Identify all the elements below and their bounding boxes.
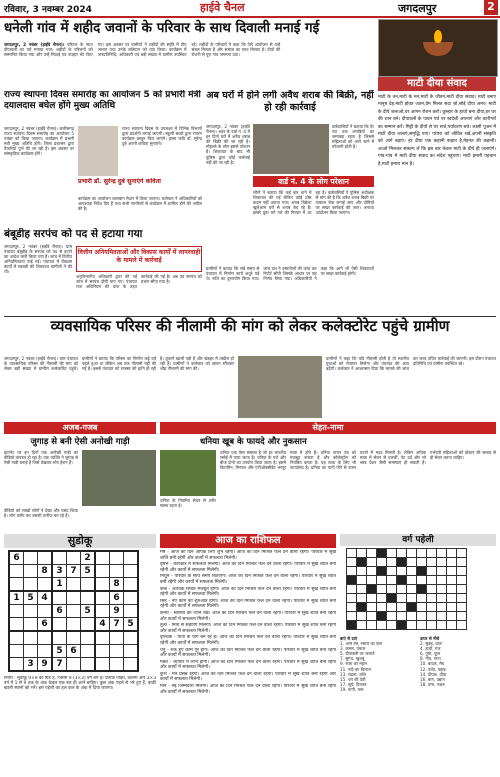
crossword-cell — [377, 594, 387, 603]
crossword-cell — [377, 567, 387, 576]
crossword-cell — [407, 621, 417, 630]
sudoku-cell: 5 — [52, 645, 67, 658]
crossword-cell — [437, 603, 447, 612]
auction-body-b: ग्रामीणों ने कहा कि यदि नीलामी होती है तो स्थानीय युवाओं को रोजगार मिलेगा और पंचायत की आय बढ़ेगी। कलेक्टर ने आश्वासन दिया कि मामले की जांच कर जल्द उचित कार्रवाई की जाएगी। इस दौरान पंचायत प्रतिनिधि एवं ग्रामीण उपस्थित रहे। — [326, 356, 496, 372]
crossword-cell — [457, 621, 467, 630]
sudoku-cell: 8 — [110, 578, 124, 592]
story2-body-c: कार्यक्रम का आयोजन लालबाग मैदान में किया जाएगा। कलेक्टर ने अधिकारियों को आवश्यक निर्देश दिए हैं तथा सभी नागरिकों से कार्यक्रम में शामिल होने की अपील की है। — [78, 196, 202, 212]
crossword-cell — [397, 621, 407, 630]
sudoku-cell — [38, 578, 53, 592]
sudoku-cell: 7 — [52, 658, 67, 672]
crossword-cell — [457, 603, 467, 612]
crossword-cell — [447, 603, 457, 612]
crossword-cell — [377, 549, 387, 558]
sudoku-cell — [95, 645, 110, 658]
crossword-cell — [427, 612, 437, 621]
auction-photo — [238, 356, 322, 418]
crossword-cell — [427, 585, 437, 594]
sudoku-cell — [124, 658, 139, 672]
sudoku-cell — [124, 605, 139, 618]
crossword-cell — [447, 558, 457, 567]
crossword-cell — [357, 603, 367, 612]
story4 — [206, 90, 374, 122]
ajab-body-b: वीडियो को लाखों लोगों ने देखा और पसंद किया है। लोग कमेंट कर उसकी तारीफ कर रहे हैं। — [4, 508, 78, 519]
crossword-cell — [387, 621, 397, 630]
sudoku-cell: 3 — [52, 565, 67, 578]
sudoku-cell: 5 — [24, 591, 38, 605]
ajab-headline: जुगाड़ से बनी ऐसी अनोखी गाड़ी — [30, 437, 130, 447]
crossword-cell — [387, 585, 397, 594]
sudoku-cell — [67, 578, 81, 592]
coriander-photo — [160, 450, 216, 496]
crossword-cell — [407, 576, 417, 585]
sudoku-grid — [8, 550, 156, 672]
diya-box — [378, 19, 498, 77]
rashifal-item: मेष - आज का दिन आपके लिए शुभ रहेगा। आज का दिन मिश्रित फल देने वाला रहेगा। परिवार में सुख शांति बनी रहेगी और कार्यों में सफलता मिलेगी। — [160, 550, 336, 561]
crossword-cell — [387, 576, 397, 585]
sudoku-cell — [67, 631, 81, 645]
crossword-cell — [447, 585, 457, 594]
crossword-cell — [347, 567, 357, 576]
sudoku-cell: 9 — [110, 605, 124, 618]
story2 — [4, 90, 202, 124]
sudoku-cell: 5 — [81, 605, 96, 618]
health-body: धनिया एक ऐसा मसाला है जो हर भारतीय रसोई में पाया जाता है। धनिया के पत्ते और बीज दोनों का उपयोग किया जाता है। इसमें विटामिन, मिनरल और एंटीऑक्सीडेंट भरपूर मात्रा में होते हैं। धनिया पाचन तंत्र को मजबूत बनाता है और कोलेस्ट्रॉल को नियंत्रित करता है। यह त्वचा के लिए भी फायदेमंद है। धनिया का पानी पीने से वजन घटाने में मदद मिलती है। लेकिन अधिक मात्रा में सेवन से एलर्जी, पेट दर्द और लो ब्लड प्रेशर जैसी समस्याएं हो सकती हैं। गर्भवती महिलाओं को डॉक्टर की सलाह से ही सेवन करना चाहिए। — [220, 450, 496, 471]
story3-body-c: ग्रामीणों ने बताया कि लंबे समय से पंचायत में निर्माण कार्य अधूरे पड़े थे। राशि का दुरुपयोग किया गया। जांच दल ने दस्तावेजों की जांच कर रिपोर्ट सौंपी जिसके आधार पर यह निर्णय लिया गया। अधिकारियों ने कहा कि आगे भी ऐसी शिकायतों पर सख्त कार्रवाई होगी। — [206, 266, 374, 282]
sudoku-cell — [95, 551, 110, 565]
crossword-cell — [397, 576, 407, 585]
sudoku-cell — [124, 631, 139, 645]
story3-body-a: जगदलपुर, 2 नवंबर (हाईवे चैनल)। ग्राम पंचायत बंबूडीह के सरपंच को पद से हटाने का आदेश जारी किया गया है। जांच में वित्तीय अनियमितताएं पाई गईं। पंचायत में विकास कार्यों में गड़बड़ी की शिकायत ग्रामीणों ने की थी। — [4, 244, 72, 275]
story4-body-a: जगदलपुर, 2 नवंबर (हाईवे चैनल)। शहर के वार्ड नं. 4 में इन दिनों घरों में अवैध शराब की बिक्री की जा रही है। मोहल्ले के लोग इससे परेशान हैं। शिकायत के बाद भी पुलिस द्वारा कोई कार्रवाई नहीं की जा रही है। — [206, 124, 250, 165]
crossword-cell — [367, 567, 377, 576]
crossword-cell — [377, 585, 387, 594]
sudoku-cell — [110, 631, 124, 645]
story3-headline: बंबूडीह सरपंच को पद से हटाया गया — [4, 228, 143, 240]
masthead — [0, 0, 500, 18]
crossword-title: वर्ग पहेली — [340, 534, 496, 546]
page-number: 2 — [484, 0, 498, 15]
crossword-cell — [397, 603, 407, 612]
sudoku-cell: 9 — [38, 658, 53, 672]
rashifal-item: धनु - रुके हुए काम पूरे होंगे। आज का दिन मिश्रित फल देने वाला रहेगा। परिवार में सुख शांति बनी रहेगी और कार्यों में सफलता मिलेगी। — [160, 647, 336, 659]
rashifal-item: वृषभ - कार्यक्षेत्र में सफलता मिलेगी। आज का दिन मिश्रित फल देने वाला रहेगा। परिवार में सुख शांति बनी रहेगी और कार्यों में सफलता मिलेगी। — [160, 562, 336, 573]
story2-headline: राज्य स्थापना दिवस समारोह का आयोजन 5 को प्रभारी मंत्री दयालदास बघेल होंगे मुख्य अतिथि — [4, 90, 201, 111]
lead-body: जगदलपुर, 2 नवंबर (हाईवे चैनल)। परिवार के साथ दीपावली का पर्व मनाया गया। शहीदों के परिजनों को सम्मानित किया गया और उन्हें मिठाई एवं उपहार भेंट किए गए। इस अवसर पर ग्रामीणों ने शहीदों की स्मृति में दीप जलाए तथा उनके बलिदान को याद किया। कार्यक्रम में जनप्रतिनिधि, अधिकारी एवं बड़ी संख्या में ग्रामीण उपस्थित रहे। शहीदों के परिवारों ने कहा कि ऐसे आयोजन से उन्हें संबल मिलता है और समाज का साथ मिलता है। दीपों की रोशनी से पूरा गांव जगमगा उठा। — [4, 42, 281, 58]
crossword-cell — [457, 549, 467, 558]
crossword-cell — [367, 603, 377, 612]
crossword-cell — [427, 558, 437, 567]
sudoku-cell — [110, 645, 124, 658]
crossword-table — [346, 548, 467, 630]
ajab-body-a: इंटरनेट पर इन दिनों एक अनोखी गाड़ी का वीडियो वायरल हो रहा है। एक व्यक्ति ने जुगाड़ से ऐसी गाड़ी बनाई है जिसे देखकर लोग हैरान हैं। — [4, 450, 78, 466]
crossword-cell — [417, 576, 427, 585]
crossword-cell — [387, 612, 397, 621]
crossword-cell — [417, 603, 427, 612]
sudoku-cell — [52, 551, 67, 565]
crossword-cell — [407, 594, 417, 603]
crossword-cell — [427, 576, 437, 585]
crossword-cell — [427, 603, 437, 612]
crossword-cell — [447, 567, 457, 576]
sudoku-cell — [24, 551, 38, 565]
crossword-cell — [457, 594, 467, 603]
sudoku-cell — [24, 605, 38, 618]
crossword-cell — [457, 558, 467, 567]
sudoku-cell — [124, 565, 139, 578]
sudoku-cell — [95, 658, 110, 672]
sudoku-cell — [81, 645, 96, 658]
sudoku-cell — [95, 605, 110, 618]
crossword-cell — [407, 567, 417, 576]
sudoku-cell: 5 — [81, 565, 96, 578]
crossword-cell — [437, 585, 447, 594]
health-body-b: धनिया के नियमित सेवन से शरीर स्वस्थ रहता है। — [160, 498, 216, 509]
sudoku-cell — [9, 645, 24, 658]
sudoku-cell — [110, 565, 124, 578]
liquor-photo — [253, 124, 329, 174]
sudoku-cell — [9, 631, 24, 645]
sudoku-cell — [52, 631, 67, 645]
sudoku-cell: 8 — [38, 565, 53, 578]
story3-pull: वित्तीय अनियमितताओं और विकास कार्यों में लापरवाही के मामले में कार्रवाई — [76, 246, 202, 272]
sudoku-cell: 6 — [9, 551, 24, 565]
health-section: सेहत-नामा — [160, 422, 496, 434]
flame-icon — [434, 30, 442, 43]
sudoku-cell: 6 — [67, 645, 81, 658]
crossword-cell — [347, 603, 357, 612]
rashifal-item: मिथुन - परिवार के साथ समय बिताएंगे। आज का दिन मिश्रित फल देने वाला रहेगा। परिवार में सुख शांति बनी रहेगी और कार्यों में सफलता मिलेगी। — [160, 574, 336, 585]
crossword-cell — [387, 558, 397, 567]
crossword-cell — [347, 585, 357, 594]
rashifal-item: कर्क - आर्थिक स्थिति मजबूत होगी। आज का दिन मिश्रित फल देने वाला रहेगा। परिवार में सुख शांति बनी रहेगी और कार्यों में सफलता मिलेगी। — [160, 586, 336, 598]
crossword-cell — [437, 594, 447, 603]
rashifal-item: तुला - मित्रों से सहयोग मिलेगा। आज का दिन मिश्रित फल देने वाला रहेगा। परिवार में सुख शांति बनी रहेगी और कार्यों में सफलता मिलेगी। — [160, 623, 336, 634]
crossword-cell — [397, 558, 407, 567]
crossword-cell — [417, 558, 427, 567]
sudoku-cell — [9, 658, 24, 672]
sudoku-cell — [67, 591, 81, 605]
sudoku-cell — [52, 591, 67, 605]
rashifal-item: कन्या - स्वास्थ्य का ध्यान रखें। आज का दिन मिश्रित फल देने वाला रहेगा। परिवार में सुख शांति बनी रहेगी और कार्यों में सफलता मिलेगी। — [160, 610, 336, 622]
sudoku-cell: 3 — [24, 658, 38, 672]
auction-story — [4, 316, 496, 355]
sudoku-cell — [110, 551, 124, 565]
crossword-cell — [377, 576, 387, 585]
sudoku-cell — [124, 551, 139, 565]
crossword-cell — [407, 603, 417, 612]
crossword-cell — [427, 567, 437, 576]
crossword-cell — [447, 594, 457, 603]
crossword-cell — [347, 576, 357, 585]
crossword-cell — [377, 621, 387, 630]
rashifal-item: मकर - व्यापार में लाभ होगा। आज का दिन मिश्रित फल देने वाला रहेगा। परिवार में सुख शांति बनी रहेगी और कार्यों में सफलता मिलेगी। — [160, 659, 336, 671]
crossword-cell — [377, 558, 387, 567]
sudoku-cell — [38, 645, 53, 658]
crossword-cell — [437, 567, 447, 576]
sudoku-cell: 5 — [124, 618, 139, 632]
ajab-photo — [82, 450, 156, 506]
crossword-cell — [397, 549, 407, 558]
crossword-cell — [347, 612, 357, 621]
sudoku-cell: 4 — [95, 618, 110, 632]
crossword-cell — [417, 585, 427, 594]
story4-body-b: वार्डवासियों ने बताया कि देर रात तक शराबियों का जमावड़ा रहता है जिससे महिलाओं को आने जाने में परेशानी होती है। — [332, 124, 374, 150]
sudoku-cell — [81, 578, 96, 592]
crossword-cell — [367, 576, 377, 585]
ajab-section: अजब-गजब — [4, 422, 156, 434]
crossword-cell — [407, 549, 417, 558]
crossword-cell — [417, 594, 427, 603]
crossword-cell — [437, 558, 447, 567]
sudoku-table — [8, 550, 139, 672]
crossword-cell — [417, 612, 427, 621]
sudoku-cell — [67, 551, 81, 565]
story4-headline: अब घरों में होने लगी अवैध शराब की बिक्री, नहीं हो रही कार्रवाई — [206, 90, 374, 113]
rashifal-item: कुंभ - मन प्रसन्न रहेगा। आज का दिन मिश्रित फल देने वाला रहेगा। परिवार में सुख शांति बनी रहेगी और कार्यों में सफलता मिलेगी। — [160, 671, 336, 683]
sudoku-cell — [81, 658, 96, 672]
sudoku-cell — [52, 618, 67, 632]
sudoku-cell — [24, 631, 38, 645]
sudoku-cell — [95, 578, 110, 592]
rashifal-item: मीन - नई जिम्मेदारी मिलेगी। आज का दिन मिश्रित फल देने वाला रहेगा। परिवार में सुख शांति बनी रहेगी और कार्यों में सफलता मिलेगी। — [160, 684, 336, 695]
sudoku-cell — [95, 591, 110, 605]
sudoku-cell — [38, 631, 53, 645]
crossword-cell — [347, 549, 357, 558]
auction-body-a: जगदलपुर, 2 नवंबर (हाईवे चैनल)। ग्राम पंचायत के व्यवसायिक परिसर की नीलामी की मांग को लेकर बड़ी संख्या में ग्रामीण कलेक्टोरेट पहुंचे। ग्रामीणों ने बताया कि परिसर का निर्माण कई वर्ष पहले हुआ था लेकिन अब तक नीलामी नहीं की गई है। इससे पंचायत को राजस्व की हानि हो रही है। दुकानें खाली पड़ी हैं और खंडहर में तब्दील हो रही हैं। ग्रामीणों ने कलेक्टर को ज्ञापन सौंपकर शीघ्र नीलामी की मांग की। — [4, 356, 234, 372]
sudoku-cell — [67, 658, 81, 672]
crossword-cell — [417, 549, 427, 558]
crossword-cell — [457, 567, 467, 576]
crossword-cell — [417, 567, 427, 576]
crossword-cell — [437, 621, 447, 630]
sudoku-cell — [67, 605, 81, 618]
sudoku-cell — [9, 578, 24, 592]
crossword-cell — [367, 594, 377, 603]
sudoku-cell — [124, 578, 139, 592]
crossword-cell — [437, 576, 447, 585]
issue-date: रविवार, 3 नवम्बर 2024 — [4, 5, 92, 15]
crossword-cell — [387, 594, 397, 603]
sudoku-cell: 4 — [38, 591, 53, 605]
sudoku-cell — [9, 565, 24, 578]
story4-caption: वार्ड नं. 4 के लोग परेशान — [253, 176, 374, 187]
sudoku-cell — [38, 551, 53, 565]
sudoku-cell: 7 — [110, 618, 124, 632]
crossword-cell — [387, 549, 397, 558]
crossword-cell — [407, 585, 417, 594]
crossword-grid — [346, 548, 494, 632]
health-headline: धनिया खूब के फायदे और नुकसान — [200, 437, 307, 447]
crossword-cell — [347, 621, 357, 630]
sudoku-cell: 6 — [110, 591, 124, 605]
sudoku-title: सुडोकू — [4, 534, 156, 548]
crossword-cell — [407, 612, 417, 621]
sudoku-rules: नियम : सुडोकू 9×9 का ग्रिड है, जिसमें 9 (3×3) वर्ग बने हैं। प्रत्येक पंक्ति, कॉलम और 3×3 वर्ग में 1 से 9 तक के अंक केवल एक बार ही आने चाहिए। कुछ अंक पहले से भरे हुए हैं, बाकी खाली स्थानों को भरें। इस पहेली का हल कल के अंक में दिया जाएगा। — [4, 676, 156, 692]
crossword-cell — [437, 612, 447, 621]
sudoku-cell: 2 — [81, 551, 96, 565]
crossword-cell — [397, 567, 407, 576]
crossword-cell — [347, 594, 357, 603]
sudoku-cell — [9, 618, 24, 632]
sudoku-cell — [38, 605, 53, 618]
sudoku-cell — [9, 605, 24, 618]
crossword-cell — [357, 558, 367, 567]
crossword-cell — [447, 549, 457, 558]
auction-headline: व्यवसायिक परिसर की नीलामी की मांग को लेकर कलेक्टोरेट पहुंचे ग्रामीण — [50, 317, 450, 335]
rashifal-item: सिंह - नए काम की शुरुआत होगी। आज का दिन मिश्रित फल देने वाला रहेगा। परिवार में सुख शांति बनी रहेगी और कार्यों में सफलता मिलेगी। — [160, 598, 336, 610]
crossword-cell — [357, 567, 367, 576]
crossword-cell — [357, 576, 367, 585]
sudoku-cell — [124, 591, 139, 605]
rashifal-item: वृश्चिक - यात्रा के योग बन रहे हैं। आज का दिन मिश्रित फल देने वाला रहेगा। परिवार में सुख शांति बनी रहेगी और कार्यों में सफलता मिलेगी। — [160, 635, 336, 646]
sudoku-cell — [24, 565, 38, 578]
crossword-cell — [457, 585, 467, 594]
lead-headline: धनेली गांव में शहीद जवानों के परिवार के साथ दिवाली मनाई गई — [4, 20, 320, 36]
sudoku-cell — [81, 591, 96, 605]
crossword-cell — [357, 549, 367, 558]
minister-photo — [78, 126, 118, 176]
sudoku-cell — [124, 645, 139, 658]
crossword-cell — [347, 558, 357, 567]
sudoku-cell: 7 — [67, 565, 81, 578]
sudoku-cell — [110, 658, 124, 672]
story4-body-c: लोगों ने बताया कि कई बार थाने में शिकायत की गई लेकिन कोई ठोस कदम नहीं उठाया गया। शराब विक्रेता खुलेआम घरों से शराब बेच रहे हैं। इससे युवा वर्ग नशे की गिरफ्त में आ रहा है। वार्डवासियों ने पुलिस अधीक्षक से मांग की है कि अवैध शराब बिक्री पर तत्काल रोक लगाई जाए और दोषियों पर सख्त कार्रवाई की जाए। अन्यथा आंदोलन किया जाएगा। — [253, 190, 374, 216]
crossword-cell — [367, 621, 377, 630]
crossword-cell — [427, 621, 437, 630]
crossword-cell — [427, 594, 437, 603]
crossword-cell — [447, 612, 457, 621]
crossword-cell — [387, 567, 397, 576]
crossword-clues: बाएं से दाएं 1. आम रस, रसाल का फल 3. कमल, पंकज 5. दीपावली पर जलाते 7. सुगंध, खुशबू 9. राजा का महल 11. नदी का किनारा 13. चंद्रमा, शशि 15. धन की देवी 17. सूर्य, दिनकर 19. पानी, जल ऊपर से नीचे 2. सुबह, प्रातः 4. हाथी, गज 6. पुष्प, फूल 8. गीत, गाना 10. बादल, मेघ 12. पर्वत, पहाड़ 14. दीपक, दीया 16. बाग, उद्यान 18. तारा, नक्षत्र — [340, 636, 447, 692]
diya-title: माटी दीया संवाद — [378, 77, 496, 91]
story2-body: जगदलपुर, 2 नवंबर (हाईवे चैनल)। छत्तीसगढ़ राज्य स्थापना दिवस समारोह का आयोजन 5 नवंबर को किया जाएगा। कार्यक्रम में प्रभारी मंत्री मुख्य अतिथि होंगे। जिला प्रशासन द्वारा तैयारियां पूर्ण की जा रही हैं। इस अवसर पर सांस्कृतिक कार्यक्रम होंगे। — [4, 126, 74, 157]
sudoku-cell: 1 — [52, 578, 67, 592]
crossword-cell — [357, 594, 367, 603]
rashifal-list — [160, 550, 336, 772]
story3 — [4, 228, 202, 242]
diya-poem: माटी के तन,माटी के मन,माटी के जीवन,माटी दीया संवाद। माटी बनाए मानुष देह,माटी होवत जतन,प्रेम मिलत सदा जो,सोई दीया अमर। माटी के दीये जलाओ,घर आंगन रोशन करो। कुम्हार के हाथों बना दीया,हर घर की शान बने। दीपावली के पावन पर्व पर स्वदेशी अपनाएं और कारीगरों का सम्मान करें। मिट्टी के दीयों से घर सजे,पर्यावरण बचे। लक्ष्मी पूजन में माटी दीया जलाएं,समृद्धि पाएं। परंपरा को जीवित रखें,अपनी संस्कृति को आगे बढ़ाएं। हर दीया एक कहानी कहता है,मेहनत की कहानी। आओ मिलकर संकल्प लें कि इस बार केवल माटी के दीये ही जलाएंगे। गांव-गांव में माटी दीया संवाद का संदेश पहुंचाएं। माटी हमारी पहचान है,माटी हमारा मान है। — [378, 95, 496, 167]
crossword-cell — [437, 549, 447, 558]
crossword-cell — [367, 612, 377, 621]
story2-person: प्रभारी डॉ. सुरेन्द्र दुबे सुनाएंगे कविता — [78, 178, 161, 185]
sudoku-cell — [95, 631, 110, 645]
sudoku-cell: 1 — [9, 591, 24, 605]
lead-story — [4, 19, 374, 41]
crossword-cell — [397, 594, 407, 603]
rashifal-title: आज का राशिफल — [160, 534, 336, 548]
crossword-cell — [427, 549, 437, 558]
sudoku-cell — [24, 578, 38, 592]
sudoku-cell — [67, 618, 81, 632]
story2-body-b: राज्य स्थापना दिवस के उपलक्ष्य में विभिन्न विभागों द्वारा प्रदर्शनी लगाई जाएगी। स्कूली बच्चों द्वारा रंगारंग कार्यक्रम प्रस्तुत किए जाएंगे। हास्य कवि डॉ. सुरेन्द्र दुबे अपनी कविता सुनाएंगे। — [122, 126, 202, 147]
sudoku-cell — [24, 618, 38, 632]
sudoku-cell — [81, 631, 96, 645]
sudoku-cell: 6 — [52, 605, 67, 618]
crossword-cell — [417, 621, 427, 630]
crossword-cell — [447, 621, 457, 630]
edition-city: जगदलपुर — [398, 2, 437, 15]
crossword-cell — [357, 621, 367, 630]
crossword-cell — [387, 603, 397, 612]
crossword-cell — [397, 612, 407, 621]
sudoku-cell — [24, 645, 38, 658]
sudoku-cell: 6 — [38, 618, 53, 632]
sudoku-cell — [95, 565, 110, 578]
sudoku-cell — [81, 618, 96, 632]
crossword-cell — [367, 549, 377, 558]
crossword-cell — [367, 585, 377, 594]
story3-body-b: अनुविभागीय अधिकारी द्वारा की गई जांच में सरपंच दोषी पाए गए। पंचायत राज अधिनियम की धारा के तहत कार्रवाई की गई है। अब उप सरपंच को प्रभार सौंपा गया है। — [76, 274, 202, 290]
paper-name: हाईवे चैनल — [200, 1, 245, 14]
crossword-cell — [407, 558, 417, 567]
crossword-cell — [357, 585, 367, 594]
crossword-cell — [447, 576, 457, 585]
crossword-cell — [357, 612, 367, 621]
crossword-cell — [457, 612, 467, 621]
crossword-cell — [397, 585, 407, 594]
crossword-cell — [377, 603, 387, 612]
crossword-cell — [377, 612, 387, 621]
crossword-cell — [367, 558, 377, 567]
crossword-cell — [457, 576, 467, 585]
